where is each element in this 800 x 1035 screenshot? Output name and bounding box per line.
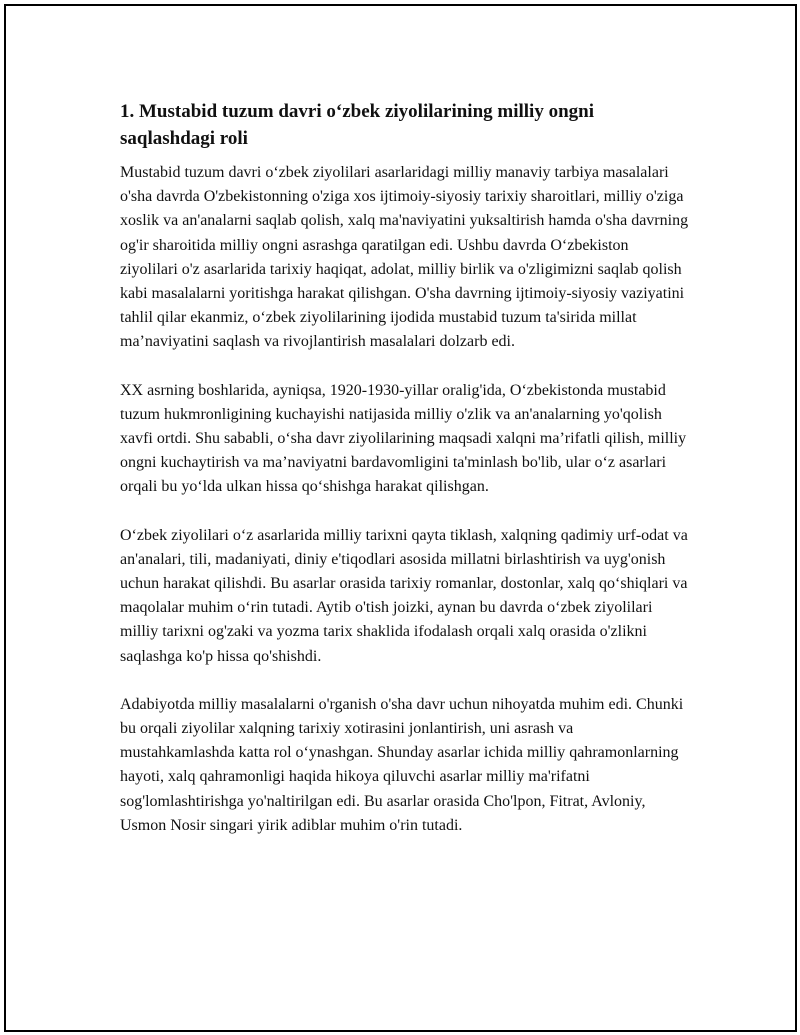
paragraph: Mustabid tuzum davri o‘zbek ziyolilari asarlaridagi milliy manaviy tarbiya masalalari o'sha davrda O'zbekistonning o'ziga xos ijtimoiy-siyosiy tarixiy sharoitlari, milliy o'ziga xoslik va an'analarni saqlab qolish, xalq ma'naviyatini yuksaltirish hamda o'sha davrning og'ir sharoitida milliy ongni asrashga qaratilgan edi. Ushbu davrda O‘zbekiston ziyolilari o'z asarlarida tarixiy haqiqat, adolat, milliy birlik va o'zligimizni saqlab qolish kabi masalalarni yoritishga harakat qilishgan. O'sha davrning ijtimoiy-siyosiy vaziyatini tahlil qilar ekanmiz, o‘zbek ziyolilarining ijodida mustabid tuzum ta'sirida millat ma’naviyatini saqlash va rivojlantirish masalalari dolzarb edi. <box>120 164 689 351</box>
document-page <box>4 4 797 1032</box>
document-body <box>120 98 690 862</box>
paragraph: Adabiyotda milliy masalalarni o'rganish o'sha davr uchun nihoyatda muhim edi. Chunki bu orqali ziyolilar xalqning tarixiy xotirasini jonlantirish, uni asrash va mustahkamlashda katta rol o‘ynashgan. Shunday asarlar ichida milliy qahramonlarning hayoti, xalq qahramonligi haqida hikoya qiluvchi asarlar milliy ma'rifatni sog'lomlashtirishga yo'naltirilgan edi. Bu asarlar orasida Cho'lpon, Fitrat, Avloniy, Usmon Nosir singari yirik adiblar muhim o'rin tutadi. <box>120 695 684 834</box>
paragraph: O‘zbek ziyolilari o‘z asarlarida milliy tarixni qayta tiklash, xalqning qadimiy urf-odat va an'analari, tili, madaniyati, diniy e'tiqodlari asosida millatni birlashtirish va uyg'onish uchun harakat qilishdi. Bu asarlar orasida tarixiy romanlar, dostonlar, xalq qo‘shiqlari va maqolalar muhim o‘rin tutadi. Aytib o'tish joizki, aynan bu davrda o‘zbek ziyolilari milliy tarixni og'zaki va yozma tarix shaklida ifodalash orqali xalq orasida o'zlikni saqlashga ko'p hissa qo'shishdi. <box>120 526 688 665</box>
section-heading: 1. Mustabid tuzum davri o‘zbek ziyolilarining milliy ongni saqlashdagi roli <box>120 101 594 149</box>
paragraph: XX asrning boshlarida, ayniqsa, 1920-1930-yillar oralig'ida, O‘zbekistonda mustabid tuzum hukmronligining kuchayishi natijasida milliy o'zlik va an'analarning yo'qolish xavfi ortdi. Shu sababli, o‘sha davr ziyolilarining maqsadi xalqni ma’rifatli qilish, milliy ongni kuchaytirish va ma’naviyatni bardavomligini ta'minlash bo'lib, ular o‘z asarlari orqali bu yo‘lda ulkan hissa qo‘shishga harakat qilishgan. <box>120 381 687 496</box>
